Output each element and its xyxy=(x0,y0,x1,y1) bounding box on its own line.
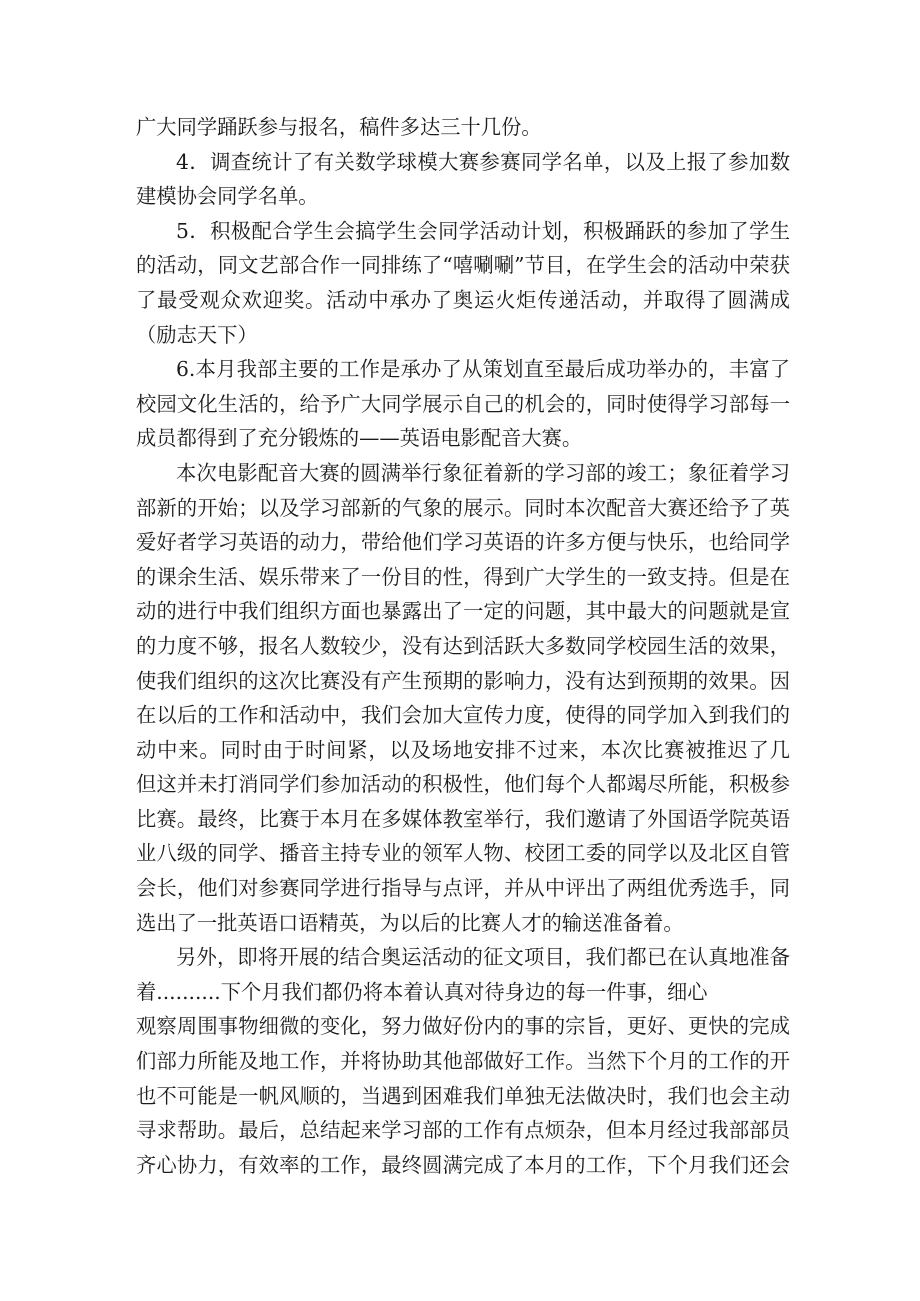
document-text-line: 的课余生活、娱乐带来了一份目的性，得到广大学生的一致支持。但是在 xyxy=(136,564,790,589)
document-text-line: 观察周围事物细微的变化，努力做好份内的事的宗旨，更好、更快的完成 xyxy=(136,1014,790,1039)
document-text-line: 选出了一批英语口语精英，为以后的比赛人才的输送准备着。 xyxy=(136,910,684,935)
document-text-line: 动的进行中我们组织方面也暴露出了一定的问题，其中最大的问题就是宣 xyxy=(136,599,790,624)
document-text-line: 寻求帮助。最后，总结起来学习部的工作有点烦杂，但本月经过我部部员 xyxy=(136,1118,790,1143)
document-text-line: 动中来。同时由于时间紧，以及场地安排不过来，本次比赛被推迟了几 xyxy=(136,737,790,762)
document-text-line: 爱好者学习英语的动力，带给他们学习英语的许多方便与快乐，也给同学 xyxy=(136,530,790,555)
document-text-line: 了最受观众欢迎奖。活动中承办了奥运火炬传递活动，并取得了圆满成 xyxy=(136,287,790,312)
document-text-line: 另外，即将开展的结合奥运活动的征文项目，我们都已在认真地准备 xyxy=(176,945,790,970)
document-text-line: 在以后的工作和活动中，我们会加大宣传力度，使得的同学加入到我们的 xyxy=(136,703,790,728)
document-body xyxy=(136,110,790,1182)
document-text-line: 成员都得到了充分锻炼的——英语电影配音大赛。 xyxy=(136,426,583,451)
document-text-line: 的活动，同文艺部合作一同排练了“嘻唰唰”节目，在学生会的活动中荣获 xyxy=(136,253,790,278)
document-text-line: 着..........下个月我们都仍将本着认真对待身边的每一件事，细心 xyxy=(136,979,708,1004)
document-text-line: 建模协会同学名单。 xyxy=(136,184,319,209)
document-text-line: 广大同学踊跃参与报名，稿件多达三十几份。 xyxy=(136,115,542,139)
document-text-line: 本次电影配音大赛的圆满举行象征着新的学习部的竣工；象征着学习 xyxy=(176,460,790,485)
document-text-line: 齐心协力，有效率的工作，最终圆满完成了本月的工作，下个月我们还会 xyxy=(136,1152,790,1177)
document-text-line: 校园文化生活的，给予广大同学展示自己的机会的，同时使得学习部每一 xyxy=(136,391,790,416)
document-text-line: 业八级的同学、播音主持专业的领军人物、校团工委的同学以及北区自管 xyxy=(136,841,790,866)
document-text-line: 使我们组织的这次比赛没有产生预期的影响力，没有达到预期的效果。因 xyxy=(136,668,790,693)
document-text-line: （励志天下） xyxy=(136,322,258,347)
document-text-line: 比赛。最终，比赛于本月在多媒体教室举行，我们邀请了外国语学院英语 xyxy=(136,806,790,831)
document-text-line: 也不可能是一帆风顺的，当遇到困难我们单独无法做决时，我们也会主动 xyxy=(136,1083,790,1108)
document-text-line: 5．积极配合学生会搞学生会同学活动计划，积极踊跃的参加了学生 xyxy=(176,218,790,243)
document-text-line: 但这并未打消同学们参加活动的积极性，他们每个人都竭尽所能，积极参 xyxy=(136,772,790,797)
document-text-line: 6.本月我部主要的工作是承办了从策划直至最后成功举办的，丰富了 xyxy=(176,357,790,382)
document-text-line: 的力度不够，报名人数较少，没有达到活跃大多数同学校园生活的效果， xyxy=(136,633,790,658)
document-text-line: 会长，他们对参赛同学进行指导与点评，并从中评出了两组优秀选手，同 xyxy=(136,876,790,901)
document-text-line: 4．调查统计了有关数学球模大赛参赛同学名单，以及上报了参加数 xyxy=(176,149,790,174)
document-text-line: 们部力所能及地工作，并将协助其他部做好工作。当然下个月的工作的开 xyxy=(136,1049,790,1074)
document-text-line: 部新的开始；以及学习部新的气象的展示。同时本次配音大赛还给予了英 xyxy=(136,495,790,520)
